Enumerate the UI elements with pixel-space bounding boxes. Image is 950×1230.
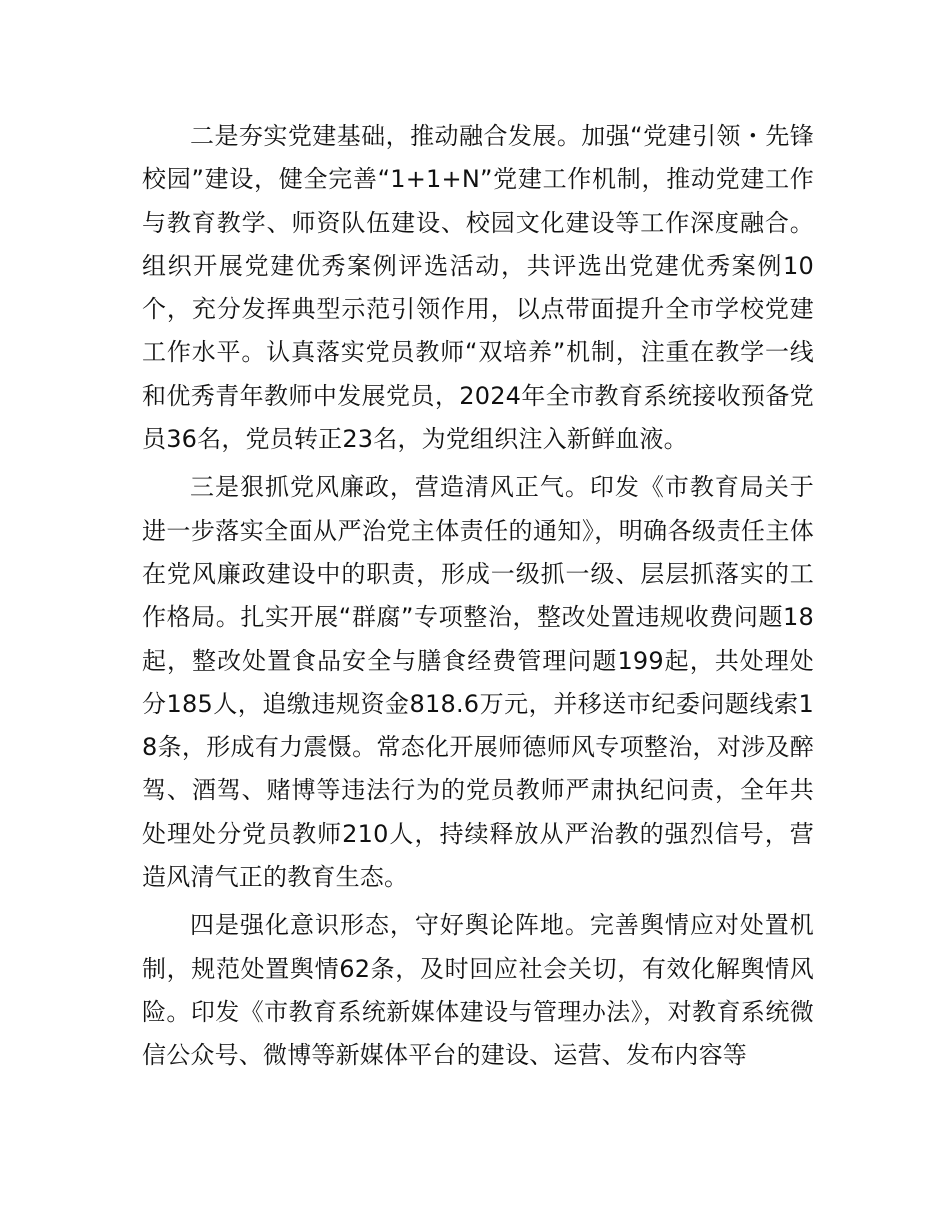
paragraph-party-building: 二是夯实党建基础，推动融合发展。加强“党建引领・先锋校园”建设，健全完善“1+1+N”党建工作机制，推动党建工作与教育教学、师资队伍建设、校园文化建设等工作深度融合。组织开展党建优秀案例评选活动，共评选出党建优秀案例10个，充分发挥典型示范引领作用，以点带面提升全市学校党建工作水平。认真落实党员教师“双培养”机制，注重在教学一线和优秀青年教师中发展党员，2024年全市教育系统接收预备党员36名，党员转正23名，为党组织注入新鲜血液。	[142, 122, 814, 454]
document-body	[142, 115, 814, 1078]
paragraph-ideology: 四是强化意识形态，守好舆论阵地。完善舆情应对处置机制，规范处置舆情62条，及时回应社会关切，有效化解舆情风险。印发《市教育系统新媒体建设与管理办法》，对教育系统微信公众号、微博等新媒体平台的建设、运营、发布内容等	[142, 911, 814, 1070]
paragraph-clean-governance: 三是狠抓党风廉政，营造清风正气。印发《市教育局关于进一步落实全面从严治党主体责任的通知》，明确各级责任主体在党风廉政建设中的职责，形成一级抓一级、层层抓落实的工作格局。扎实开展“群腐”专项整治，整改处置违规收费问题18起，整改处置食品安全与膳食经费管理问题199起，共处理处分185人，追缴违规资金818.6万元，并移送市纪委问题线索18条，形成有力震慑。常态化开展师德师风专项整治，对涉及醉驾、酒驾、赌博等违法行为的党员教师严肃执纪问责，全年共处理处分党员教师210人，持续释放从严治教的强烈信号，营造风清气正的教育生态。	[142, 473, 814, 892]
